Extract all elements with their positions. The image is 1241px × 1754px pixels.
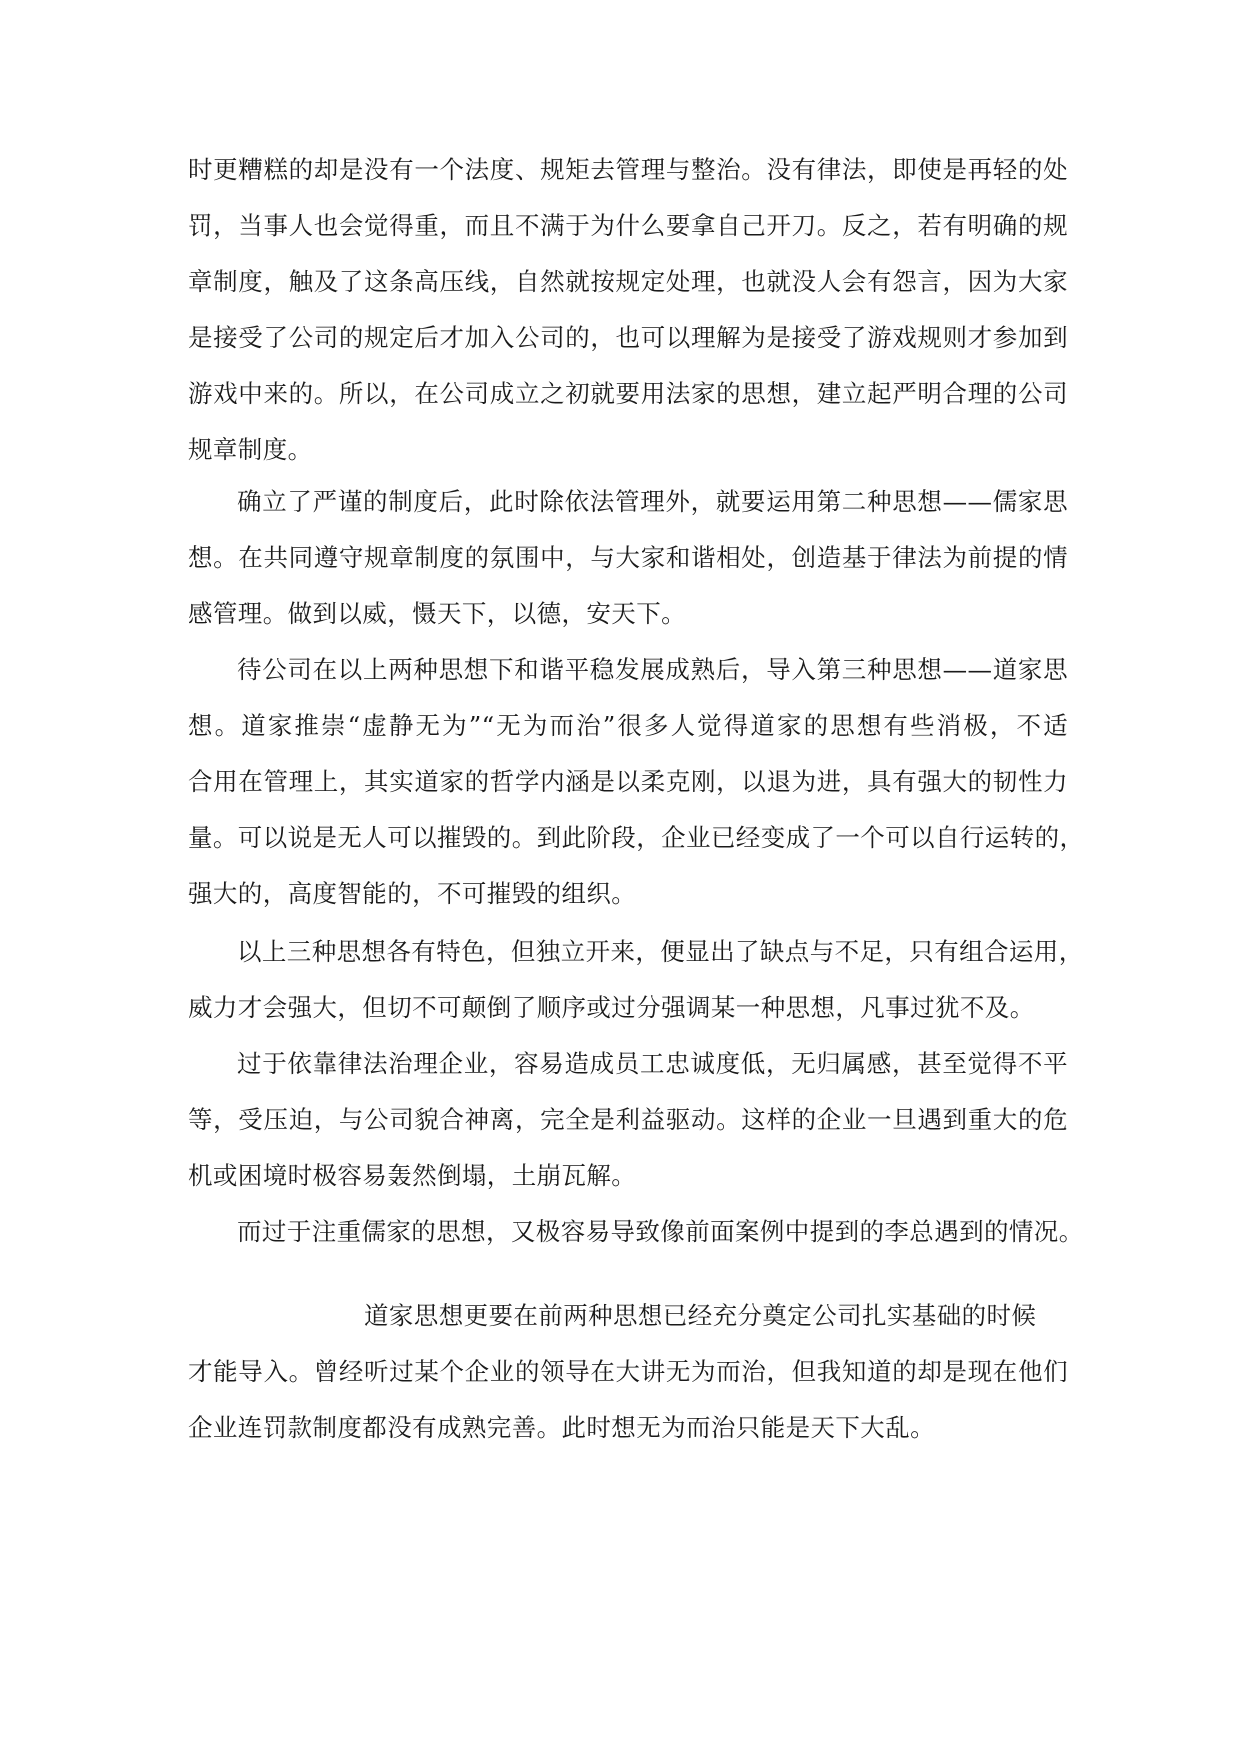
paragraph-line: 合用在管理上，其实道家的哲学内涵是以柔克刚，以退为进，具有强大的韧性力: [188, 767, 1068, 796]
paragraph-line: 等，受压迫，与公司貌合神离，完全是利益驱动。这样的企业一旦遇到重大的危: [188, 1105, 1068, 1134]
paragraph-line: 而过于注重儒家的思想，又极容易导致像前面案例中提到的李总遇到的情况。: [237, 1217, 1084, 1246]
paragraph-line: 才能导入。曾经听过某个企业的领导在大讲无为而治，但我知道的却是现在他们: [188, 1357, 1068, 1386]
paragraph-line: 量。可以说是无人可以摧毁的。到此阶段，企业已经变成了一个可以自行运转的，: [188, 823, 1085, 852]
paragraph-over-legalism: [188, 1036, 1068, 1204]
paragraph-line: 机或困境时极容易轰然倒塌，土崩瓦解。: [188, 1161, 637, 1190]
paragraph-line: 想。道家推崇“虚静无为”“无为而治”很多人觉得道家的思想有些消极，不适: [188, 711, 1068, 740]
paragraph-line: 道家思想更要在前两种思想已经充分奠定公司扎实基础的时候: [364, 1301, 1037, 1330]
paragraph-taoism-timing: [188, 1288, 1068, 1456]
paragraph-over-confucianism: [188, 1204, 1084, 1260]
paragraph-taoism: [188, 642, 1085, 922]
paragraph-line: 时更糟糕的却是没有一个法度、规矩去管理与整治。没有律法，即使是再轻的处: [188, 155, 1068, 184]
paragraph-line: 感管理。做到以威，慑天下，以德，安天下。: [188, 599, 686, 628]
paragraph-line: 规章制度。: [188, 435, 313, 464]
paragraph-line: 想。在共同遵守规章制度的氛围中，与大家和谐相处，创造基于律法为前提的情: [188, 543, 1068, 572]
paragraph-legalism: [188, 142, 1068, 478]
paragraph-line: 以上三种思想各有特色，但独立开来，便显出了缺点与不足，只有组合运用，: [237, 937, 1084, 966]
paragraph-line: 威力才会强大，但切不可颠倒了顺序或过分强调某一种思想，凡事过犹不及。: [188, 993, 1035, 1022]
paragraph-line: 确立了严谨的制度后，此时除依法管理外，就要运用第二种思想——儒家思: [237, 487, 1068, 516]
paragraph-line: 是接受了公司的规定后才加入公司的，也可以理解为是接受了游戏规则才参加到: [188, 323, 1068, 352]
paragraph-combination: [188, 924, 1084, 1036]
paragraph-line: 强大的，高度智能的，不可摧毁的组织。: [188, 879, 637, 908]
paragraph-line: 过于依靠律法治理企业，容易造成员工忠诚度低，无归属感，甚至觉得不平: [237, 1049, 1068, 1078]
paragraph-line: 待公司在以上两种思想下和谐平稳发展成熟后，导入第三种思想——道家思: [237, 655, 1068, 684]
paragraph-confucianism: [188, 474, 1068, 642]
paragraph-line: 罚，当事人也会觉得重，而且不满于为什么要拿自己开刀。反之，若有明确的规: [188, 211, 1068, 240]
paragraph-line: 章制度，触及了这条高压线，自然就按规定处理，也就没人会有怨言，因为大家: [188, 267, 1068, 296]
paragraph-line: 游戏中来的。所以，在公司成立之初就要用法家的思想，建立起严明合理的公司: [188, 379, 1068, 408]
paragraph-line: 企业连罚款制度都没有成熟完善。此时想无为而治只能是天下大乱。: [188, 1413, 935, 1442]
